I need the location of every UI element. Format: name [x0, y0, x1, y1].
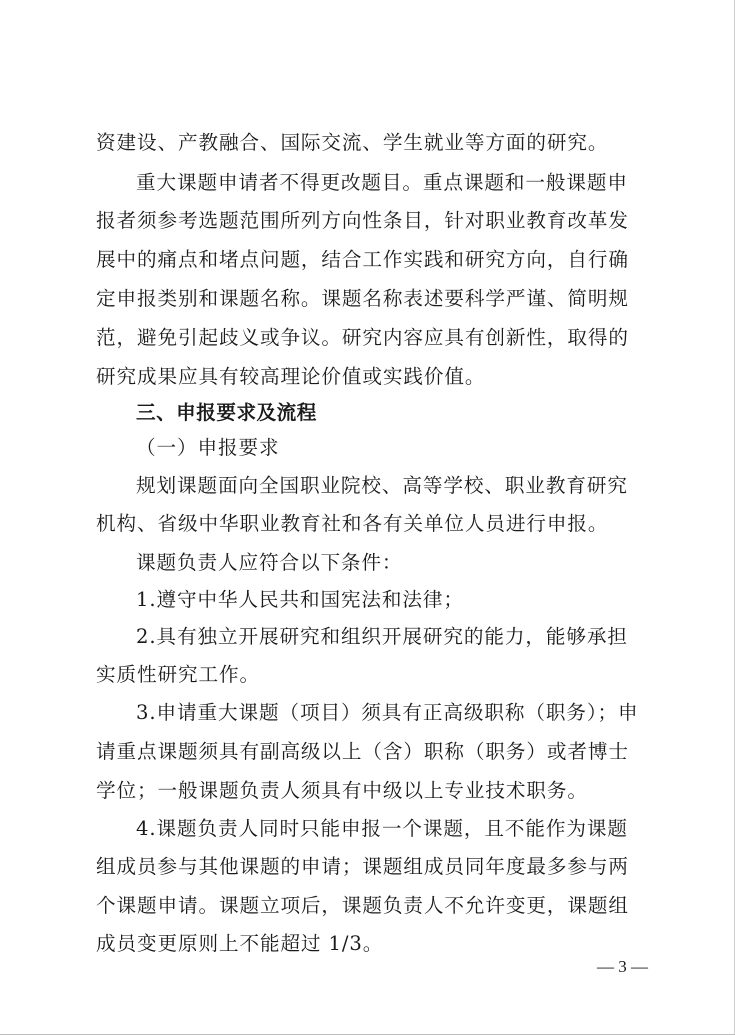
paragraph-line: 资建设、产教融合、国际交流、学生就业等方面的研究。 [96, 131, 609, 154]
paragraph-line: 机构、省级中华职业教育社和各有关单位人员进行申报。 [96, 512, 609, 535]
paragraph-line: 定申报类别和课题名称。课题名称表述要科学严谨、简明规 [96, 287, 629, 310]
list-item: 1.遵守中华人民共和国宪法和法律； [136, 588, 464, 611]
section-heading: 三、申报要求及流程 [136, 401, 317, 424]
paragraph-line: 组成员参与其他课题的申请；课题组成员同年度最多参与两 [96, 855, 629, 878]
subsection-heading: （一）申报要求 [136, 436, 280, 459]
list-item: 2.具有独立开展研究和组织开展研究的能力，能够承担 [136, 625, 628, 648]
list-item: 3.申请重大课题（项目）须具有正高级职称（职务）；申 [136, 701, 639, 724]
paragraph-line: 报者须参考选题范围所列方向性条目，针对职业教育改革发 [96, 209, 629, 232]
paragraph-line: 学位；一般课题负责人须具有中级以上专业技术职务。 [96, 779, 588, 802]
paragraph-line: 研究成果应具有较高理论价值或实践价值。 [96, 365, 486, 388]
paragraph-line: 请重点课题须具有副高级以上（含）职称（职务）或者博士 [96, 740, 629, 763]
paragraph-line: 成员变更原则上不能超过 1/3。 [96, 932, 384, 955]
paragraph-line: 规划课题面向全国职业院校、高等学校、职业教育研究 [136, 474, 628, 497]
paragraph-line: 展中的痛点和堵点问题，结合工作实践和研究方向，自行确 [96, 248, 629, 271]
page-number: — 3 — [597, 957, 648, 976]
paragraph-line: 课题负责人应符合以下条件： [136, 551, 403, 574]
paragraph-line: 重大课题申请者不得更改题目。重点课题和一般课题申 [136, 171, 628, 194]
paragraph-line: 范，避免引起歧义或争议。研究内容应具有创新性，取得的 [96, 326, 629, 349]
list-item: 4.课题负责人同时只能申报一个课题，且不能作为课题 [136, 817, 628, 840]
paragraph-line: 个课题申请。课题立项后，课题负责人不允许变更，课题组 [96, 894, 629, 917]
paragraph-line: 实质性研究工作。 [96, 663, 260, 686]
